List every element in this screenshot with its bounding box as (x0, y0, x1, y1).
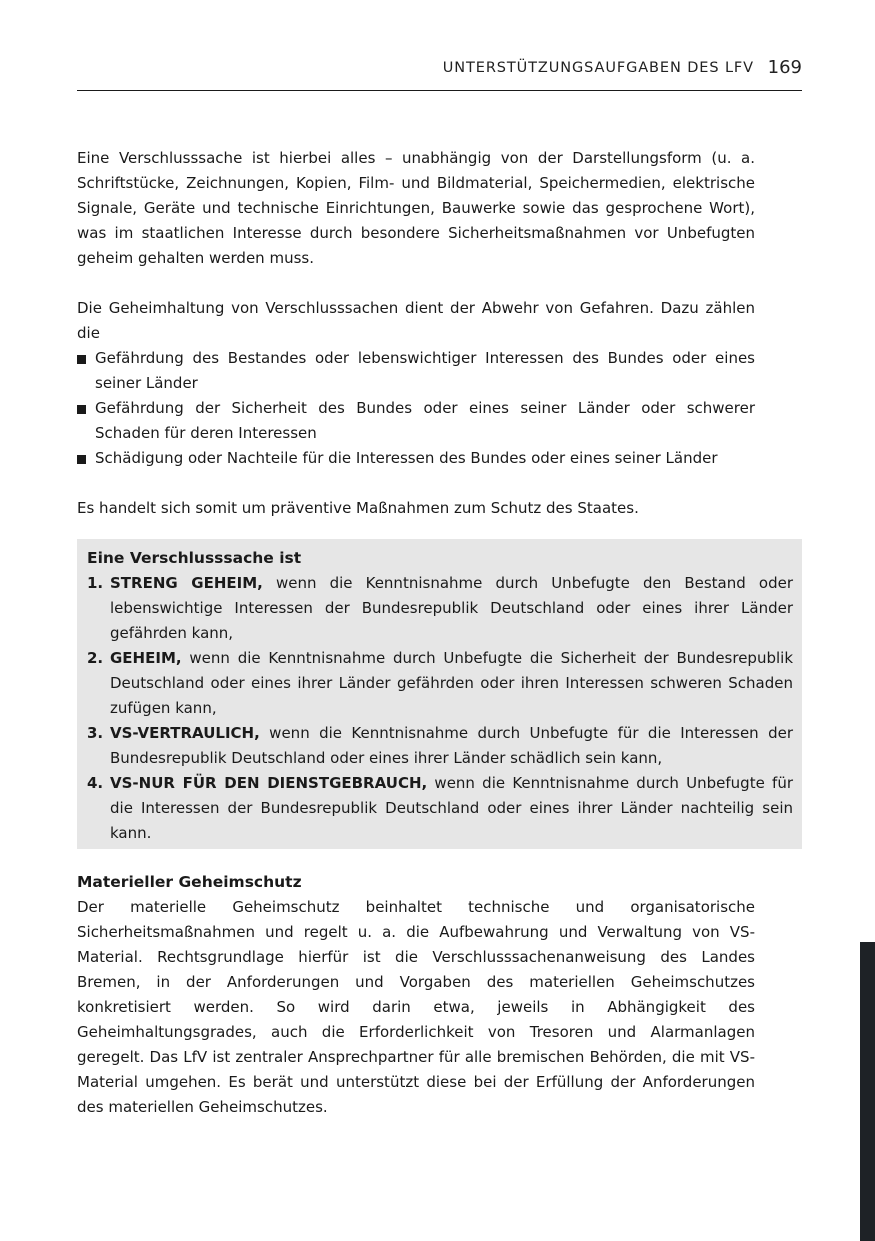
list-item-text: Schädigung oder Nachteile für die Interessen des Bundes oder eines seiner Länder (95, 449, 718, 467)
classification-box-title: Eine Verschlusssache ist (87, 549, 302, 567)
classification-level: VS-VERTRAULICH, (110, 724, 260, 742)
classification-description: wenn die Kenntnisnahme durch Unbefugte die Sicherheit der Bundesrepublik Deutschland oder eines ihrer Länder gefährden oder ihren Interessen schweren Schaden zufügen kann, (110, 649, 793, 717)
dangers-lead: Die Geheimhaltung von Verschlusssachen dient der Abwehr von Gefahren. Dazu zählen die (77, 299, 755, 342)
classification-box (77, 539, 802, 849)
dangers-conclusion: Es handelt sich somit um präventive Maßnahmen zum Schutz des Staates. (77, 499, 639, 517)
chapter-thumb-tab (860, 942, 875, 1241)
page-number: 169 (767, 57, 802, 78)
square-bullet-icon (77, 455, 86, 464)
classification-item (87, 771, 793, 846)
square-bullet-icon (77, 405, 86, 414)
list-item (77, 446, 755, 471)
intro-paragraph: Eine Verschlusssache ist hierbei alles – unabhängig von der Darstellungsform (u. a. Schriftstücke, Zeichnungen, Kopien, Film- und Bildmaterial, Speichermedien, elektrische Signale, Geräte und technische Einrichtungen, Bauwerke sowie das gesprochene Wort), was im staatlichen Interesse durch besondere Sicherheitsmaßnahmen vor Unbefugten geheim gehalten werden muss. (77, 149, 755, 267)
classification-item (87, 646, 793, 721)
item-number: 4. (87, 774, 104, 792)
list-item (77, 346, 755, 396)
classification-description: wenn die Kenntnisnahme durch Unbefugte für die Interessen der Bundesrepublik Deutschland oder eines ihrer Länder schädlich sein kann, (110, 724, 793, 767)
material-protection-paragraph: Der materielle Geheimschutz beinhaltet technische und organisatorische Sicherheitsmaßnahmen und regelt u. a. die Aufbewahrung und Verwaltung von VS-Material. Rechtsgrundlage hierfür ist die Verschlusssachenanweisung des Landes Bremen, in der Anforderungen und Vorgaben des materiellen Geheimschutzes konkretisiert werden. So wird darin etwa, jeweils in Abhängigkeit des Geheimhaltungsgrades, auch die Erforderlichkeit von Tresoren und Alarmanlagen geregelt. Das LfV ist zentraler Ansprechpartner für alle bremischen Behörden, die mit VS-Material umgehen. Es berät und unterstützt diese bei der Erfüllung der Anforderungen des materiellen Geheimschutzes. (77, 898, 755, 1116)
classification-level: VS-NUR FÜR DEN DIENSTGEBRAUCH, (110, 774, 428, 792)
classification-level: GEHEIM, (110, 649, 182, 667)
classification-description: wenn die Kenntnisnahme durch Unbefugte für die Interessen der Bundesrepublik Deutschland oder eines ihrer Länder nachteilig sein kann. (110, 774, 793, 842)
item-number: 2. (87, 649, 104, 667)
list-item-text: Gefährdung des Bestandes oder lebenswichtiger Interessen des Bundes oder eines seiner Länder (95, 349, 755, 392)
classification-level: STRENG GEHEIM, (110, 574, 263, 592)
square-bullet-icon (77, 355, 86, 364)
classification-list (87, 571, 793, 846)
item-number: 1. (87, 574, 104, 592)
running-header-title: UNTERSTÜTZUNGSAUFGABEN DES LFV (442, 60, 754, 76)
item-number: 3. (87, 724, 104, 742)
classification-item (87, 721, 793, 771)
section-heading: Materieller Geheimschutz (77, 873, 302, 891)
running-header (77, 56, 802, 91)
classification-description: wenn die Kenntnisnahme durch Unbefugte den Bestand oder lebenswichtige Interessen der Bundesrepublik Deutschland oder eines ihrer Länder gefährden kann, (110, 574, 793, 642)
dangers-list (77, 346, 755, 471)
classification-item (87, 571, 793, 646)
list-item-text: Gefährdung der Sicherheit des Bundes oder eines seiner Länder oder schwerer Schaden für deren Interessen (95, 399, 755, 442)
list-item (77, 396, 755, 446)
